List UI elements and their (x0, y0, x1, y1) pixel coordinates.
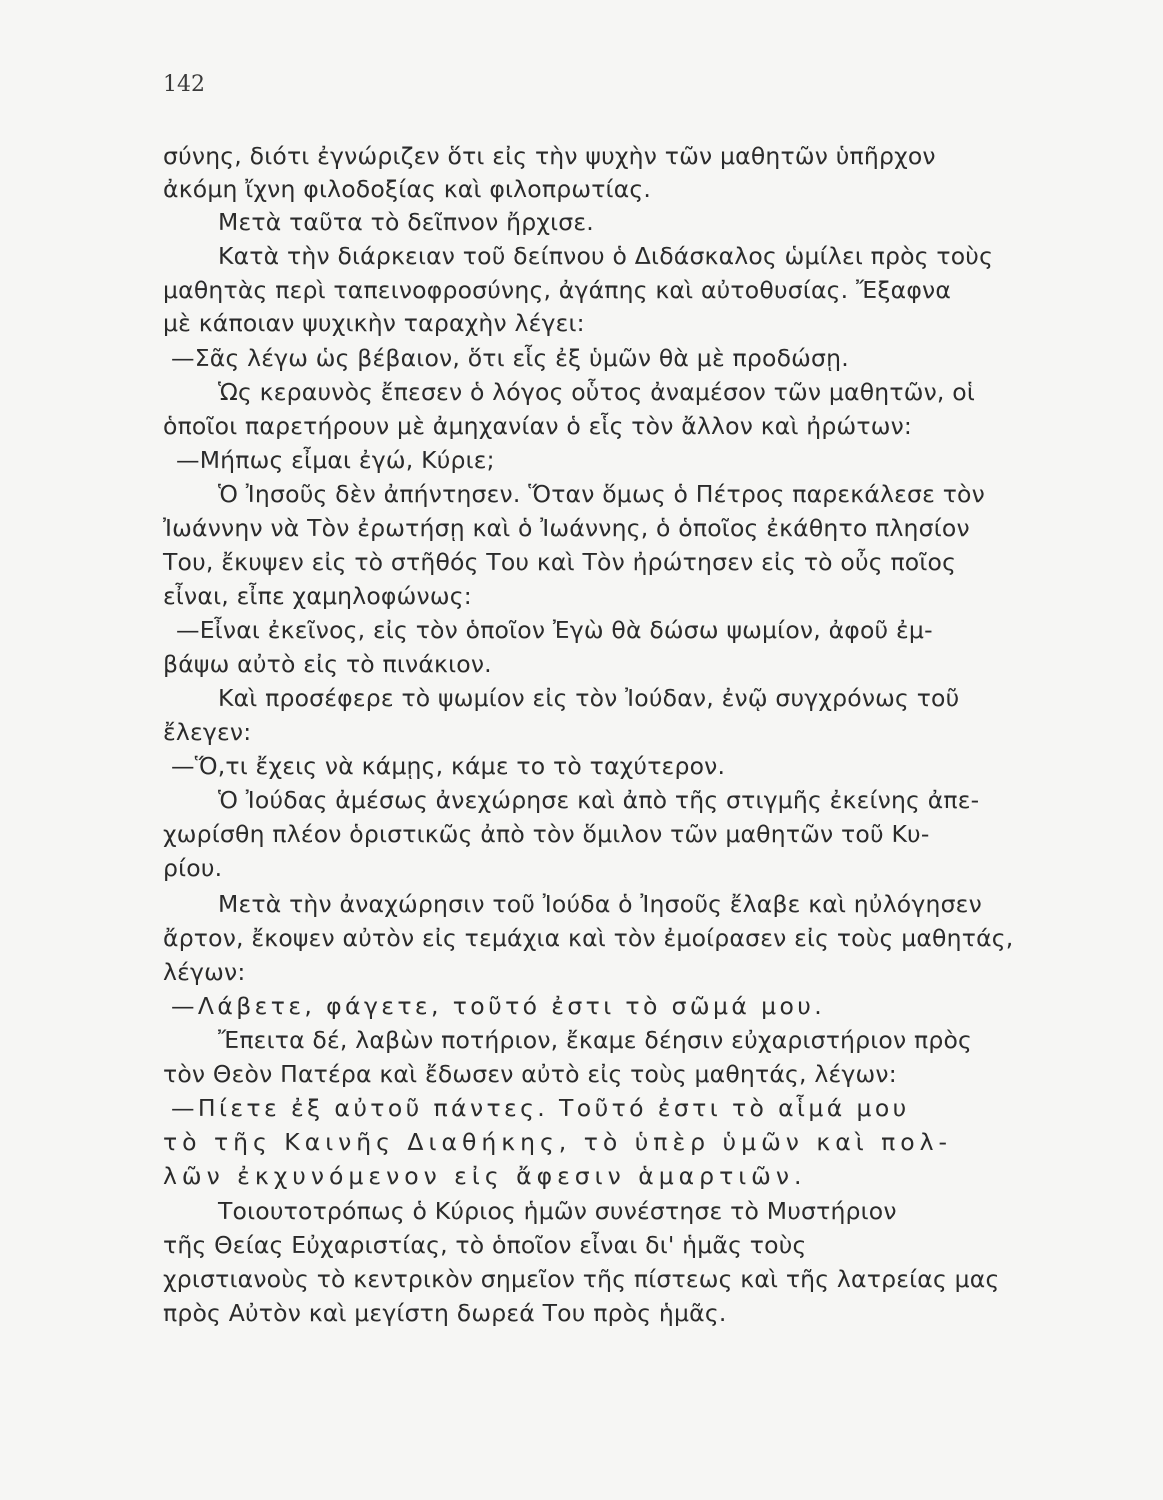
text-line: μὲ κάποιαν ψυχικὴν ταραχὴν λέγει: (163, 309, 585, 337)
text-line: —Ὅ,τι ἔχεις νὰ κάμῃς, κάμε το τὸ ταχύτερον. (171, 752, 726, 780)
text-line: λῶν ἐκχυνόμενον εἰς ἄφεσιν ἁμαρτιῶν. (163, 1162, 807, 1190)
text-line: Του, ἔκυψεν εἰς τὸ στῆθός Του καὶ Τὸν ἠρώτησεν εἰς τὸ οὖς ποῖος (163, 548, 957, 576)
text-line: τὸ τῆς Καινῆς Διαθήκης, τὸ ὑπὲρ ὑμῶν καὶ πολ- (163, 1128, 953, 1156)
text-line: Μετὰ ταῦτα τὸ δεῖπνον ἤρχισε. (218, 208, 594, 236)
text-line: —Εἶναι ἐκεῖνος, εἰς τὸν ὁποῖον Ἐγὼ θὰ δώσω ψωμίον, ἀφοῦ ἐμ- (176, 616, 933, 644)
text-line: εἶναι, εἶπε χαμηλοφώνως: (163, 582, 472, 610)
text-line: Ὡς κεραυνὸς ἔπεσεν ὁ λόγος οὗτος ἀναμέσον τῶν μαθητῶν, οἱ (218, 378, 975, 406)
text-line: χωρίσθη πλέον ὁριστικῶς ἀπὸ τὸν ὅμιλον τῶν μαθητῶν τοῦ Κυ- (163, 820, 930, 848)
text-line: χριστιανοὺς τὸ κεντρικὸν σημεῖον τῆς πίστεως καὶ τῆς λατρείας μας (163, 1265, 1000, 1293)
text-line: Ἔπειτα δέ, λαβὼν ποτήριον, ἔκαμε δέησιν εὐχαριστήριον πρὸς (218, 1026, 973, 1054)
text-line: ἀκόμη ἴχνη φιλοδοξίας καὶ φιλοπρωτίας. (163, 175, 652, 203)
text-line: Κατὰ τὴν διάρκειαν τοῦ δείπνου ὁ Διδάσκαλος ὡμίλει πρὸς τοὺς (218, 242, 994, 270)
text-line: ἄρτον, ἔκοψεν αὐτὸν εἰς τεμάχια καὶ τὸν ἐμοίρασεν εἰς τοὺς μαθητάς, (163, 924, 1014, 952)
text-line: ἔλεγεν: (163, 718, 252, 746)
text-line: ὁποῖοι παρετήρουν μὲ ἀμηχανίαν ὁ εἷς τὸν ἄλλον καὶ ἠρώτων: (163, 412, 913, 440)
text-line: —Μήπως εἶμαι ἐγώ, Κύριε; (176, 446, 495, 474)
text-line: πρὸς Αὐτὸν καὶ μεγίστη δωρεά Του πρὸς ἡμᾶς. (163, 1299, 727, 1327)
text-line: μαθητὰς περὶ ταπεινοφροσύνης, ἀγάπης καὶ αὐτοθυσίας. Ἔξαφνα (163, 276, 952, 304)
text-line: λέγων: (163, 958, 246, 986)
text-line: ρίου. (163, 854, 223, 882)
text-line: Τοιουτοτρόπως ὁ Κύριος ἡμῶν συνέστησε τὸ Μυστήριον (218, 1197, 897, 1225)
text-line: Μετὰ τὴν ἀναχώρησιν τοῦ Ἰούδα ὁ Ἰησοῦς ἔλαβε καὶ ηὐλόγησεν (218, 890, 982, 918)
text-line: —Σᾶς λέγω ὡς βέβαιον, ὅτι εἷς ἐξ ὑμῶν θὰ μὲ προδώσῃ. (171, 344, 849, 372)
page-number: 142 (163, 72, 205, 97)
text-line: Καὶ προσέφερε τὸ ψωμίον εἰς τὸν Ἰούδαν, ἐνῷ συγχρόνως τοῦ (218, 684, 960, 712)
text-line: βάψω αὐτὸ εἰς τὸ πινάκιον. (163, 650, 492, 678)
text-line: Ὁ Ἰησοῦς δὲν ἀπήντησεν. Ὅταν ὅμως ὁ Πέτρος παρεκάλεσε τὸν (218, 480, 985, 508)
text-line: σύνης, διότι ἐγνώριζεν ὅτι εἰς τὴν ψυχὴν τῶν μαθητῶν ὑπῆρχον (163, 142, 936, 170)
text-line: τὸν Θεὸν Πατέρα καὶ ἔδωσεν αὐτὸ εἰς τοὺς μαθητάς, λέγων: (163, 1060, 897, 1088)
text-line: —Πίετε ἐξ αὐτοῦ πάντες. Τοῦτό ἐστι τὸ αἷμά μου (171, 1094, 910, 1122)
text-line: Ἰωάννην νὰ Τὸν ἐρωτήσῃ καὶ ὁ Ἰωάννης, ὁ ὁποῖος ἐκάθητο πλησίον (163, 514, 970, 542)
text-line: τῆς Θείας Εὐχαριστίας, τὸ ὁποῖον εἶναι δι' ἡμᾶς τοὺς (163, 1231, 807, 1259)
text-line: —Λάβετε, φάγετε, τοῦτό ἐστι τὸ σῶμά μου. (171, 992, 826, 1020)
text-line: Ὁ Ἰούδας ἀμέσως ἀνεχώρησε καὶ ἀπὸ τῆς στιγμῆς ἐκείνης ἀπε- (218, 786, 980, 814)
